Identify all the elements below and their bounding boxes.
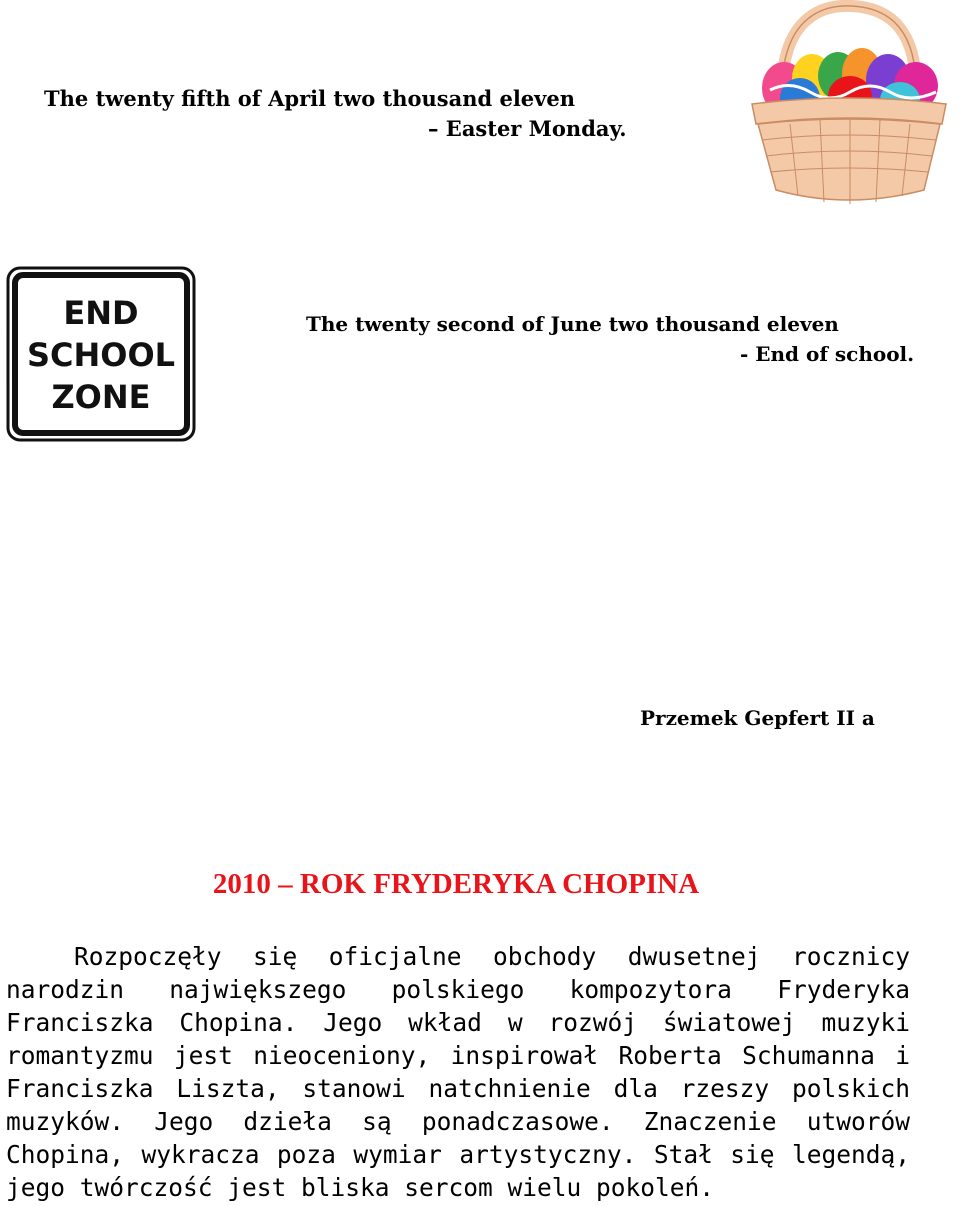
easter-basket-illustration: [740, 0, 956, 214]
easter-date-line: The twenty fifth of April two thousand eleven: [44, 86, 575, 111]
article-heading: 2010 – ROK FRYDERYKA CHOPINA: [212, 868, 700, 900]
article-line: romantyzmu jest nieoceniony, inspirował Roberta Schumanna i: [6, 1041, 910, 1070]
article-line: Franciszka Liszta, stanowi natchnienie dla rzeszy polskich: [6, 1074, 910, 1103]
author-name: Przemek Gepfert II a: [640, 706, 875, 730]
easter-label: – Easter Monday.: [428, 116, 627, 141]
article-line: Franciszka Chopina. Jego wkład w rozwój światowej muzyki: [6, 1008, 910, 1037]
article-line: jego twórczość jest bliska sercom wielu pokoleń.: [6, 1173, 715, 1202]
end-school-zone-sign: [6, 266, 196, 442]
article-line: muzyków. Jego dzieła są ponadczasowe. Znaczenie utworów: [6, 1107, 910, 1136]
article-body: [6, 940, 910, 1204]
sign-text-school: SCHOOL: [26, 336, 176, 374]
article-line: Rozpoczęły się oficjalne obchody dwusetnej rocznicy: [74, 942, 910, 971]
school-end-label: - End of school.: [740, 342, 915, 366]
sign-text-end: END: [63, 294, 139, 332]
school-end-date-line: The twenty second of June two thousand eleven: [306, 312, 839, 336]
article-line: Chopina, wykracza poza wymiar artystyczny. Stał się legendą,: [6, 1140, 910, 1169]
article-line: narodzin największego polskiego kompozytora Fryderyka: [6, 975, 910, 1004]
sign-text-zone: ZONE: [51, 378, 151, 416]
